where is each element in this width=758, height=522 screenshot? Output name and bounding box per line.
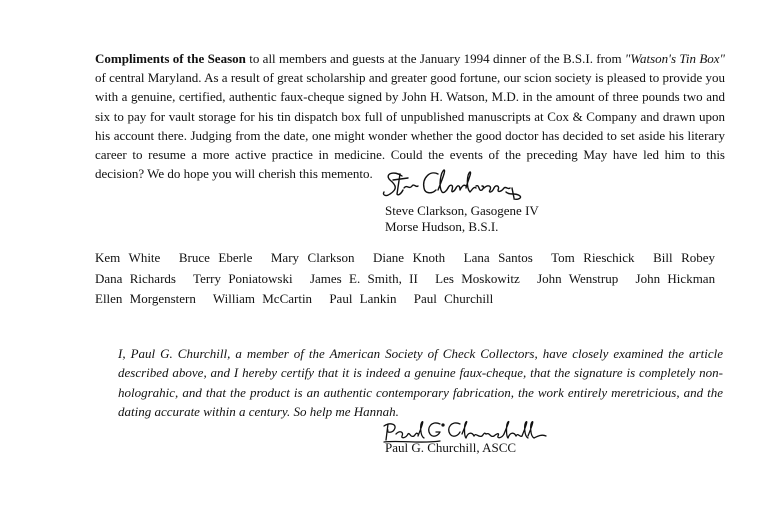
member-name: Paul Churchill — [413, 291, 494, 306]
member-name: Bruce Eberle — [178, 250, 253, 265]
certification-paragraph: I, Paul G. Churchill, a member of the American Society of Check Collectors, have closely examined the article described above, and I hereby certify that it is indeed a genuine faux-cheque, that the signature is completely non-holograhic, and that the product is an authentic contemporary fabrication, the work entirely meretricious, and the dating accurate within a century. So help me Hannah. — [118, 346, 723, 419]
member-name: John Hickman — [635, 270, 716, 286]
member-name: Terry Poniatowski — [193, 270, 293, 286]
signer-name-secondary: Morse Hudson, B.S.I. — [385, 219, 499, 234]
intro-paragraph — [95, 49, 725, 183]
member-name: William McCartin — [212, 291, 313, 306]
member-name: Mary Clarkson — [270, 250, 355, 265]
signer-block — [385, 203, 539, 235]
member-list — [95, 248, 725, 310]
signature-steve-clarkson — [380, 166, 530, 206]
member-name: Lana Santos — [463, 250, 533, 265]
member-name: Tom Rieschick — [551, 250, 635, 265]
signer-name-primary: Steve Clarkson, Gasogene IV — [385, 203, 539, 218]
member-name: Kem White — [95, 250, 161, 265]
certifier-name: Paul G. Churchill, ASCC — [385, 440, 517, 455]
member-name: Bill Robey — [653, 250, 716, 265]
member-name: John Wenstrup — [537, 270, 619, 286]
intro-text-part2: of central Maryland. As a result of great scholarship and greater good fortune, our scion society is pleased to provide you with a genuine, certified, authentic faux-cheque signed by John H. Watson, M.D. in the amount of three pounds two and six to pay for vault storage for his tin dispatch box full of unpublished manuscripts at Cox & Company and drawn upon his account there. Judging from the date, one might wonder whether the good doctor has decided to set aside his literary career to resume a more active practice in medicine. Could the events of the preceding May have led him to this decision? We do hope you will cherish this memento. — [95, 70, 725, 182]
member-name: Dana Richards — [95, 270, 176, 286]
society-name-italic: "Watson's Tin Box" — [624, 51, 725, 66]
intro-text-part1: to all members and guests at the January 1994 dinner of the B.S.I. from — [245, 51, 625, 66]
member-name: Diane Knoth — [373, 250, 446, 265]
member-name: James E. Smith, II — [309, 270, 418, 286]
member-name: Paul Lankin — [329, 291, 397, 306]
greeting-bold: Compliments of the Season — [95, 51, 246, 66]
member-name: Les Moskowitz — [435, 270, 520, 286]
member-name: Ellen Morgenstern — [95, 291, 196, 306]
